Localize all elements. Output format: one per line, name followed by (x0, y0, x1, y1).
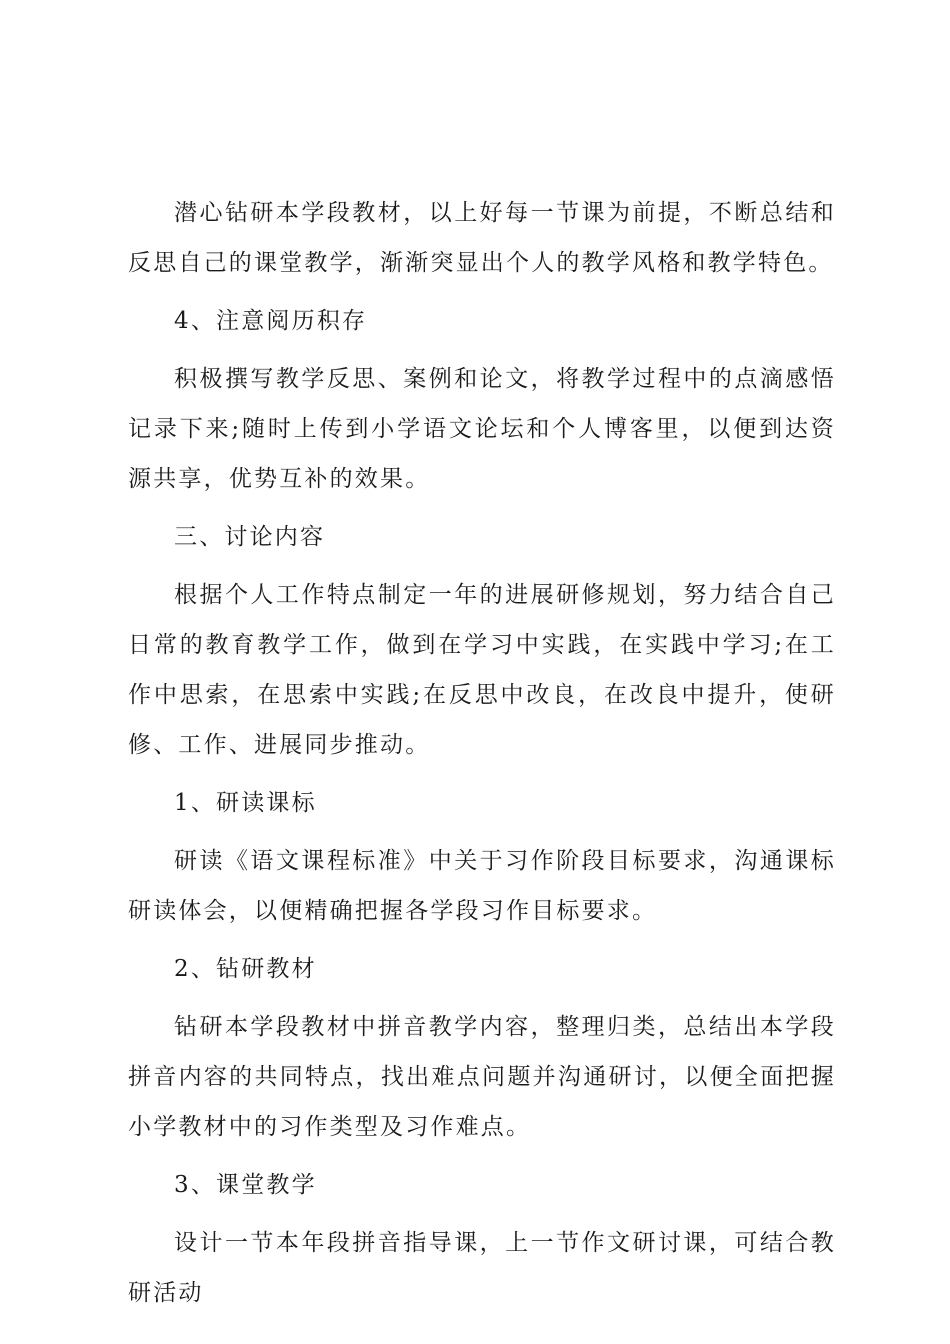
section-heading: 3、课堂教学 (174, 1172, 317, 1198)
paragraph: 潜心钻研本学段教材，以上好每一节课为前提，不断总结和反思自己的课堂教学，渐渐突显出个人的教学风格和教学特色。 (128, 200, 836, 276)
paragraph: 研读《语文课程标准》中关于习作阶段目标要求，沟通课标研读体会，以便精确把握各学段习作目标要求。 (128, 848, 836, 924)
section-heading: 2、钻研教材 (174, 956, 317, 982)
section-heading: 三、讨论内容 (174, 524, 326, 550)
document-body (128, 188, 836, 1318)
paragraph: 积极撰写教学反思、案例和论文，将教学过程中的点滴感悟记录下来;随时上传到小学语文论坛和个人博客里，以便到达资源共享，优势互补的效果。 (128, 366, 836, 492)
paragraph: 根据个人工作特点制定一年的进展研修规划，努力结合自己日常的教育教学工作，做到在学习中实践，在实践中学习;在工作中思索，在思索中实践;在反思中改良，在改良中提升，使研修、工作、进展同步推动。 (128, 582, 836, 758)
section-heading: 1、研读课标 (174, 790, 317, 816)
paragraph: 钻研本学段教材中拼音教学内容，整理归类，总结出本学段拼音内容的共同特点，找出难点问题并沟通研讨，以便全面把握小学教材中的习作类型及习作难点。 (128, 1014, 836, 1140)
paragraph: 设计一节本年段拼音指导课，上一节作文研讨课，可结合教研活动 (128, 1230, 836, 1306)
section-heading: 4、注意阅历积存 (174, 308, 368, 334)
